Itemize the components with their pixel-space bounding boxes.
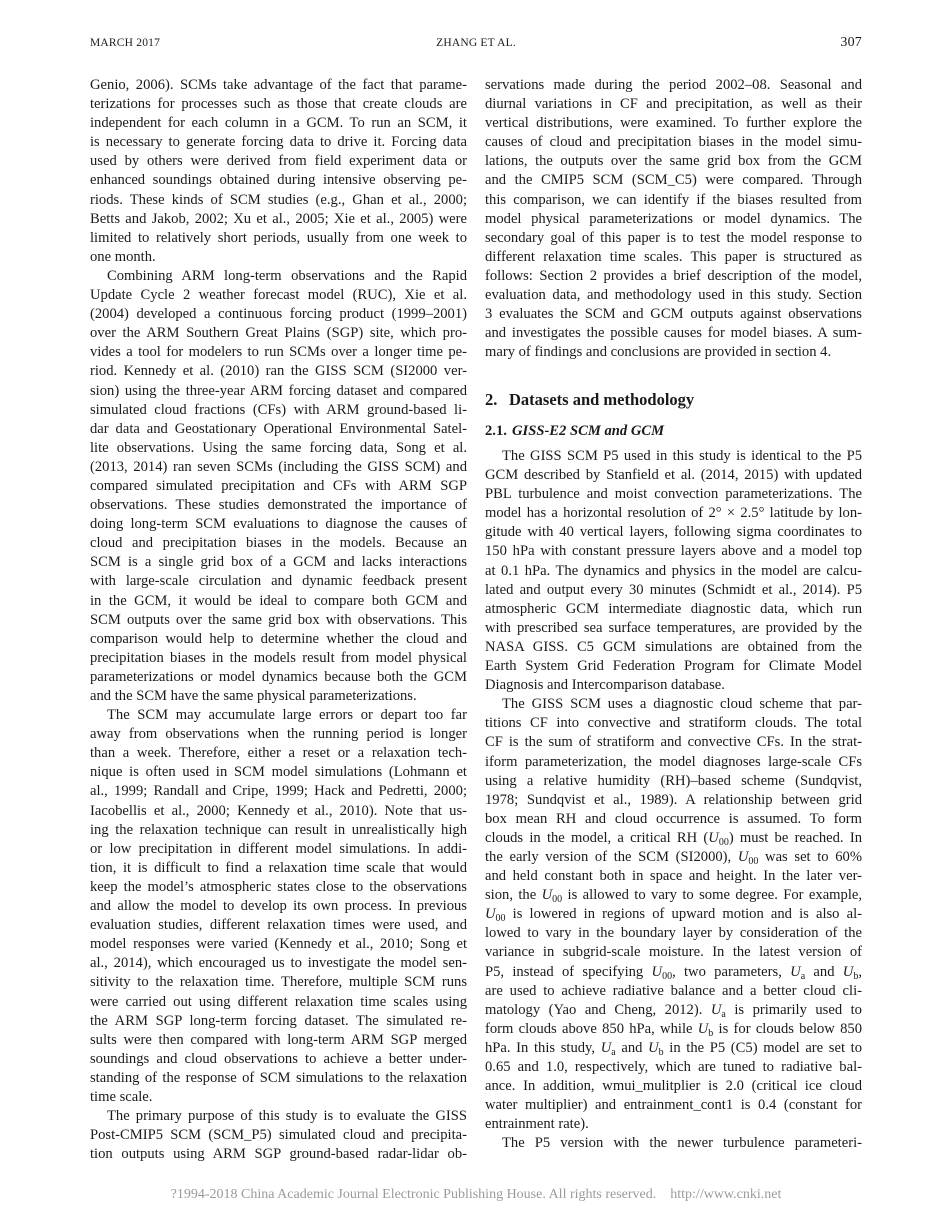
text-line: riods. These kinds of SCM studies (e.g., Ghan et al., 2000; — [90, 191, 467, 208]
text-line: variance in subgrid-scale moisture. In the latest version of — [485, 944, 862, 961]
text-line: SCM is a single grid box of a GCM and lacks interactions — [90, 554, 467, 571]
paragraph — [90, 1107, 467, 1164]
text-line: sion) using the three-year ARM forcing dataset and compared — [90, 382, 467, 399]
text-line: water multiplier) and entrainment_cont1 is 0.4 (constant for — [485, 1097, 862, 1114]
text-line: GCM described by Stanfield et al. (2014, 2015) with updated — [485, 467, 862, 484]
text-line: The GISS SCM P5 used in this study is identical to the P5 — [502, 448, 862, 464]
text-line: sitivity to the relaxation time. Therefore, multiple SCM runs — [90, 974, 467, 991]
subsection-number: 2.1. — [485, 423, 507, 439]
text-line: limited to relatively short periods, usually from one week to — [90, 229, 467, 246]
text-line: Earth System Grid Federation Program for Climate Model — [485, 658, 862, 675]
text-line: Iacobellis et al., 2000; Kennedy et al., 2010). Note that us- — [90, 802, 467, 819]
text-line: model has a horizontal resolution of 2° × 2.5° latitude by lon- — [485, 505, 862, 522]
text-line: or low precipitation in different model simulations. In addi- — [90, 840, 467, 857]
text-line: follows: Section 2 provides a brief description of the model, — [485, 267, 862, 284]
text-line: sion, the $U_{00}$ is allowed to vary to some degree. For example, — [485, 887, 862, 906]
text-line: mary of findings and conclusions are provided in section 4. — [485, 344, 832, 361]
text-line: PBL turbulence and moist convection parameterizations. The — [485, 486, 862, 503]
text-line: comparison would help to determine whether the cloud and — [90, 630, 467, 647]
text-line: are used to achieve radiative balance and a better cloud cli- — [485, 982, 862, 999]
text-line: causes of cloud and precipitation biases in the model simu- — [485, 134, 862, 151]
text-line: 0.65 and 1.0, respectively, which are tuned to radiative bal- — [485, 1059, 862, 1075]
text-line: and the SCM have the same physical parameterizations. — [90, 688, 417, 704]
paragraph — [90, 76, 467, 267]
text-line: tion, it is difficult to find a relaxation time scale that would — [90, 859, 467, 876]
text-line: 3 evaluates the SCM and GCM outputs against observations — [485, 306, 862, 323]
text-line: Genio, 2006). SCMs take advantage of the fact that parame- — [90, 77, 467, 93]
text-line: al., 2014), which encouraged us to investigate the model sen- — [90, 955, 467, 972]
text-line: than a week. Therefore, either a reset or a relaxation tech- — [90, 745, 467, 762]
text-line: ing the relaxation technique can result in unrealistically high — [90, 821, 467, 838]
text-line: terizations for processes such as those that create clouds are — [90, 96, 467, 113]
text-line: at 0.1 hPa. The dynamics and physics in the model are calcu- — [485, 562, 862, 579]
text-line: independent for each column in a GCM. To run an SCM, it — [90, 115, 467, 132]
text-line: hPa. In this study, $U_a$ and $U_b$ in the P5 (C5) model are set to — [485, 1039, 863, 1058]
text-line: Diagnosis and Intercomparison database. — [485, 677, 725, 694]
text-line: The GISS SCM uses a diagnostic cloud scheme that par- — [502, 696, 862, 713]
text-line: time scale. — [90, 1088, 153, 1105]
text-line: the ARM SGP long-term forcing dataset. The simulated re- — [90, 1012, 467, 1029]
left-column — [90, 76, 467, 1164]
text-line: observations. These studies demonstrated the importance of — [90, 497, 467, 514]
text-line: titions CF into convective and stratiform clouds. The total — [485, 715, 862, 732]
running-header-date: MARCH 2017 — [90, 37, 161, 49]
text-line: precipitation biases in the models result from model physical — [90, 649, 467, 666]
text-line: parameterizations or model dynamics because both the GCM — [90, 668, 467, 685]
text-line: this comparison, we can identify if the biases resulted from — [485, 191, 862, 208]
text-line: The primary purpose of this study is to evaluate the GISS — [107, 1108, 467, 1125]
section-title: Datasets and methodology — [509, 390, 695, 409]
text-line: with large-scale circulation and dynamic feedback present — [90, 573, 467, 590]
text-line: CF is the sum of stratiform and convective CFs. In the strat- — [485, 734, 862, 751]
text-line: vides a tool for modelers to run SCMs over a longer time pe- — [90, 344, 467, 361]
text-line: The SCM may accumulate large errors or depart too far — [107, 707, 467, 724]
text-line: (2013, 2014) ran seven SCMs (including the GISS SCM) and — [90, 458, 467, 475]
text-line: and held constant both in space and height. In the later ver- — [485, 868, 862, 885]
text-line: lowed to vary in the boundary layer by consideration of the — [485, 925, 862, 942]
text-line: soundings and cloud observations to achieve a better under- — [90, 1050, 467, 1067]
subsection-title: GISS-E2 SCM and GCM — [512, 423, 665, 439]
text-line: lated and output every 30 minutes (Schmidt et al., 2014). P5 — [485, 581, 862, 598]
text-line: with prescribed sea surface temperatures, are provided by the — [485, 619, 862, 636]
section-heading — [485, 390, 694, 410]
text-line: 150 hPa with constant pressure layers above and a model top — [485, 543, 862, 560]
text-line: box mean RH and cloud occurrence is assumed. To form — [485, 810, 862, 827]
right-column-body — [485, 447, 862, 1153]
paragraph — [485, 76, 862, 362]
copyright-footer: ?1994-2018 China Academic Journal Electronic Publishing House. All rights reserved. http://www.cnki.net — [170, 1187, 782, 1202]
text-line: standing of the response of SCM simulations to the relaxation — [90, 1069, 467, 1086]
text-line: used by others were derived from field experiment data or — [90, 153, 467, 170]
text-line: gitude with 40 vertical layers, following sigma coordinates to — [485, 524, 862, 541]
text-line: model responses were varied (Kennedy et al., 2010; Song et — [90, 936, 467, 953]
text-line: evaluation data, and methodology used in this study. Section — [485, 287, 862, 304]
text-line: $U_{00}$ is lowered in regions of upward motion and is also al- — [485, 906, 862, 925]
text-line: lations, the outputs over the same grid box from the GCM — [485, 153, 862, 170]
paragraph — [90, 706, 467, 1107]
text-line: the early version of the SCM (SI2000), $U_{00}$ was set to 60% — [485, 848, 862, 867]
text-line: SCM outputs over the same grid box with observations. This — [90, 611, 467, 628]
text-line: cloud and precipitation biases in the models. Because an — [90, 535, 467, 552]
text-line: riod. Kennedy et al. (2010) ran the GISS SCM (SI2000 ver- — [90, 363, 467, 380]
text-line: entrainment rate). — [485, 1116, 589, 1133]
text-line: dar data and Geostationary Operational Environmental Satel- — [90, 420, 467, 437]
text-line: Combining ARM long-term observations and the Rapid — [107, 267, 467, 284]
text-line: vertical distributions, were examined. To further explore the — [485, 115, 862, 132]
text-line: servations made during the period 2002–08. Seasonal and — [485, 77, 862, 93]
text-line: iform parameterization, the model diagnoses large-scale CFs — [485, 753, 862, 770]
text-line: tion outputs using ARM SGP ground-based radar-lidar ob- — [90, 1146, 467, 1163]
text-line: simulated cloud fractions (CFs) with ARM ground-based li- — [90, 401, 467, 418]
text-line: compared simulated precipitation and CFs with ARM SGP — [90, 477, 467, 494]
subsection-heading — [485, 423, 664, 440]
text-line: nique is often used in SCM model simulations (Lohmann et — [90, 764, 467, 781]
text-line: clouds in the model, a critical RH $(U_{00})$ must be reached. In — [485, 829, 862, 848]
text-line: (2004) developed a continuous forcing product (1999–2001) — [90, 306, 467, 323]
text-line: diurnal variations in CF and precipitation, as well as their — [485, 96, 862, 113]
text-line: atmospheric GCM intermediate diagnostic data, which run — [485, 600, 862, 617]
text-line: keep the model’s atmospheric states close to the observations — [90, 878, 467, 895]
text-line: 1978; Sundqvist et al., 1989). A relationship between grid — [485, 791, 862, 808]
paragraph — [485, 695, 862, 1134]
text-line: evaluation studies, different relaxation times were used, and — [90, 917, 467, 934]
text-line: Post-CMIP5 SCM (SCM_P5) simulated cloud and precipita- — [90, 1127, 467, 1144]
text-line: lite observations. Using the same forcing data, Song et al. — [90, 439, 467, 456]
running-header-authors: ZHANG ET AL. — [436, 37, 516, 49]
text-line: model physical parameterizations or model dynamics. The — [485, 210, 862, 227]
text-line: ance. In addition, wmui_mulitplier is 2.0 (critical ice cloud — [485, 1078, 862, 1095]
text-line: P5, instead of specifying $U_{00}$, two parameters, $U_a$ and $U_b$, — [485, 963, 862, 982]
text-line: and allow the model to develop its own process. In previous — [90, 898, 467, 915]
text-line: and investigates the possible causes for model biases. A sum- — [485, 325, 862, 342]
text-line: away from observations when the running period is longer — [90, 726, 467, 743]
text-line: in the GCM, it would be ideal to compare both GCM and — [90, 592, 467, 609]
paragraph — [485, 447, 862, 695]
text-line: doing long-term SCM evaluations to diagnose the causes of — [90, 516, 467, 533]
text-line: over the ARM Southern Great Plains (SGP) site, which pro- — [90, 325, 467, 342]
text-line: enhanced soundings obtained during intensive observing pe- — [90, 172, 467, 189]
text-line: using a relative humidity (RH)–based scheme (Sundqvist, — [485, 772, 862, 789]
text-line: Update Cycle 2 weather forecast model (RUC), Xie et al. — [90, 287, 467, 304]
section-number: 2. — [485, 390, 498, 409]
paragraph — [90, 267, 467, 706]
text-line: different relaxation time scales. This paper is structured as — [485, 248, 862, 265]
page-number: 307 — [840, 35, 862, 50]
text-line: is necessary to generate forcing data to drive it. Forcing data — [90, 134, 467, 151]
text-line: secondary goal of this paper is to test the model response to — [485, 229, 862, 246]
text-line: sults were then compared with long-term ARM SGP merged — [90, 1031, 467, 1048]
text-line: and the CMIP5 SCM (SCM_C5) were compared. Through — [485, 172, 862, 189]
text-line: Betts and Jakob, 2002; Xu et al., 2005; Xie et al., 2005) were — [90, 210, 467, 227]
paragraph — [485, 1134, 862, 1153]
text-line: The P5 version with the newer turbulence parameteri- — [502, 1135, 862, 1152]
text-line: matology (Yao and Cheng, 2012). $U_a$ is primarily used to — [485, 1001, 862, 1020]
text-line: one month. — [90, 248, 156, 265]
text-line: were carried out using different relaxation time scales using — [90, 993, 467, 1010]
text-line: NASA GISS. C5 GCM simulations are obtained from the — [485, 638, 862, 655]
text-line: al., 1999; Randall and Cripe, 1999; Hack and Pedretti, 2000; — [90, 783, 467, 800]
right-column-intro — [485, 76, 862, 362]
text-line: form clouds above 850 hPa, while $U_b$ is for clouds below 850 — [485, 1020, 862, 1039]
